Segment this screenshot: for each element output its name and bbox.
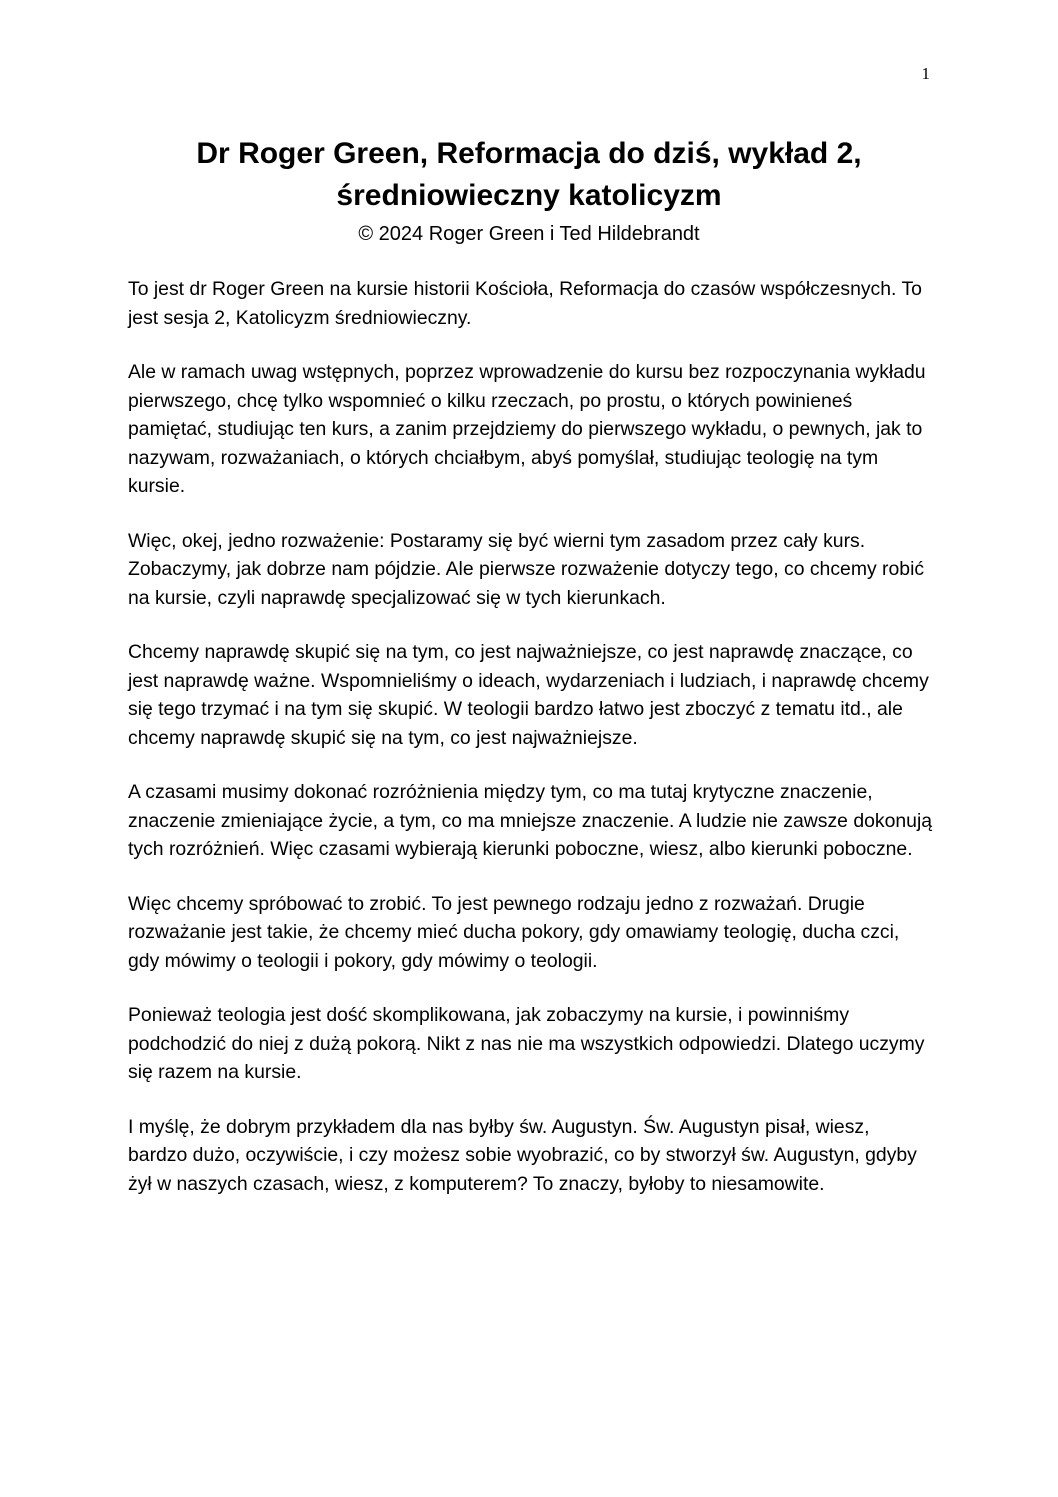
paragraph: Ale w ramach uwag wstępnych, poprzez wprowadzenie do kursu bez rozpoczynania wykładu pierwszego, chcę tylko wspomnieć o kilku rzeczach, po prostu, o których powinieneś pamiętać, studiując ten kurs, a zanim przejdziemy do pierwszego wykładu, o pewnych, jak to nazywam, rozważaniach, o których chciałbym, abyś pomyślał, studiując teologię na tym kursie. [128,361,926,497]
paragraph: Więc chcemy spróbować to zrobić. To jest pewnego rodzaju jedno z rozważań. Drugie rozważanie jest takie, że chcemy mieć ducha pokory, gdy omawiamy teologię, ducha czci, gdy mówimy o teologii i pokory, gdy mówimy o teologii. [128,892,900,972]
document-body [128,275,934,1224]
paragraph: Ponieważ teologia jest dość skomplikowana, jak zobaczymy na kursie, i powinniśmy podchodzić do niej z dużą pokorą. Nikt z nas nie ma wszystkich odpowiedzi. Dlatego uczymy się razem na kursie. [128,1004,925,1083]
page-number: 1 [921,64,930,83]
paragraph: A czasami musimy dokonać rozróżnienia między tym, co ma tutaj krytyczne znaczenie, znaczenie zmieniające życie, a tym, co ma mniejsze znaczenie. A ludzie nie zawsze dokonują tych rozróżnień. Więc czasami wybierają kierunki poboczne, wiesz, albo kierunki poboczne. [128,781,933,860]
copyright-notice: © 2024 Roger Green i Ted Hildebrandt [358,223,700,245]
title-line-2: średniowieczny katolicyzm [336,179,722,212]
document-title [100,133,958,217]
paragraph: Więc, okej, jedno rozważenie: Postaramy się być wierni tym zasadom przez cały kurs. Zobaczymy, jak dobrze nam pójdzie. Ale pierwsze rozważenie dotyczy tego, co chcemy robić na kursie, czyli naprawdę specjalizować się w tych kierunkach. [128,529,925,609]
paragraph: To jest dr Roger Green na kursie historii Kościoła, Reformacja do czasów współczesnych. To jest sesja 2, Katolicyzm średniowieczny. [128,278,922,329]
title-line-1: Dr Roger Green, Reformacja do dziś, wykład 2, [196,137,862,170]
paragraph: I myślę, że dobrym przykładem dla nas byłby św. Augustyn. Św. Augustyn pisał, wiesz, bardzo dużo, oczywiście, i czy możesz sobie wyobrazić, co by stworzył św. Augustyn, gdyby żył w naszych czasach, wiesz, z komputerem? To znaczy, byłoby to niesamowite. [128,1115,917,1195]
paragraph: Chcemy naprawdę skupić się na tym, co jest najważniejsze, co jest naprawdę znaczące, co jest naprawdę ważne. Wspomnieliśmy o ideach, wydarzeniach i ludziach, i naprawdę chcemy się tego trzymać i na tym się skupić. W teologii bardzo łatwo jest zboczyć z tematu itd., ale chcemy naprawdę skupić się na tym, co jest najważniejsze. [128,641,929,749]
